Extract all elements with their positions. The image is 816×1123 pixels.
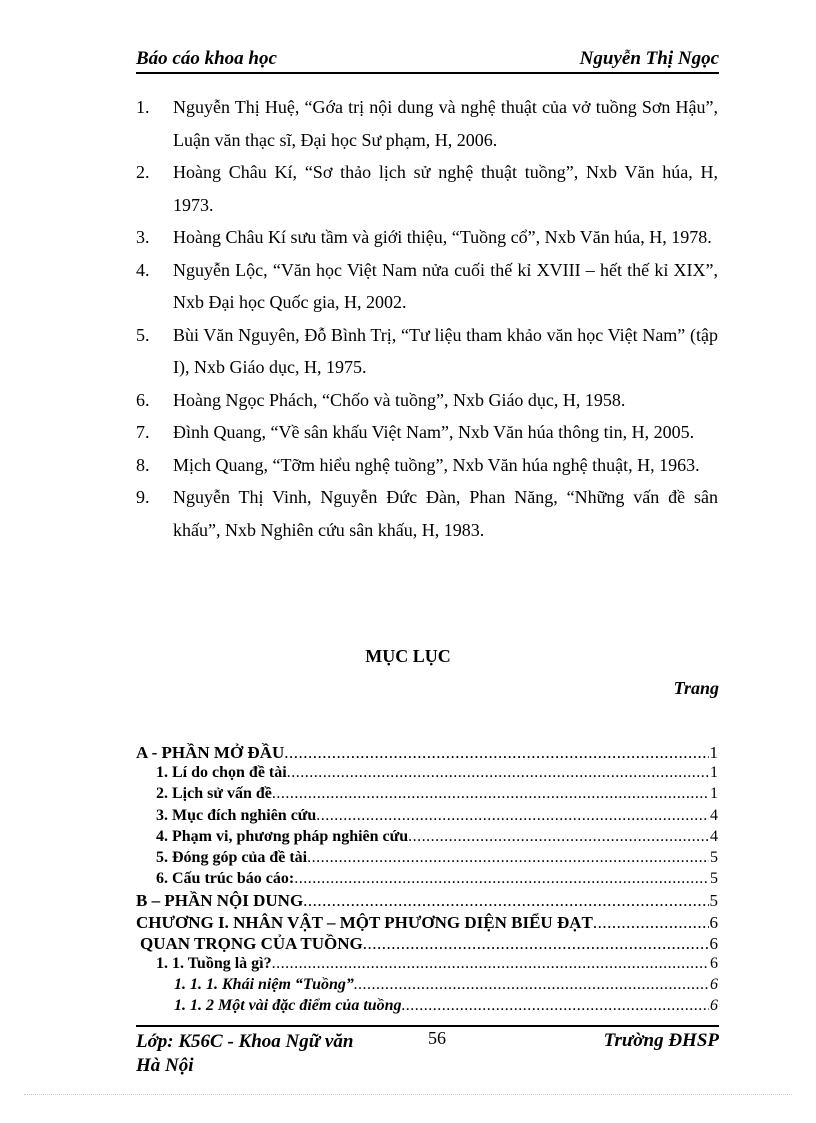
reference-number: 3. xyxy=(136,227,150,247)
toc-entry-page: 5 xyxy=(709,891,718,911)
footer-class-line: Lớp: K56C - Khoa Ngữ văn xyxy=(136,1031,354,1052)
reference-number: 9. xyxy=(136,487,150,507)
toc-leader-dots xyxy=(593,913,709,933)
toc-entry-page: 6 xyxy=(710,976,718,994)
toc-page-label: Trang xyxy=(673,678,719,698)
toc-leader-dots xyxy=(287,764,709,782)
page-header xyxy=(136,48,719,74)
reference-list xyxy=(136,91,718,546)
toc-entry[interactable] xyxy=(136,785,718,806)
toc-entry-page: 5 xyxy=(710,848,718,866)
toc-entry[interactable] xyxy=(136,997,718,1018)
reference-number: 7. xyxy=(136,422,150,442)
header-author-name: Nguyễn Thị Ngọc xyxy=(579,48,719,69)
reference-item xyxy=(136,221,718,254)
toc-entry-title: B – PHẦN NỘI DUNG xyxy=(136,891,304,911)
reference-item xyxy=(136,481,718,546)
toc-entry-title: 1. 1. 1. Khái niệm “Tuồng” xyxy=(174,976,354,994)
reference-number: 8. xyxy=(136,454,150,475)
toc-leader-dots xyxy=(354,976,709,994)
toc-entry-page: 1 xyxy=(710,764,718,782)
reference-number: 2. xyxy=(136,162,150,182)
footer-class-info xyxy=(136,1030,353,1078)
reference-number: 4. xyxy=(136,259,150,280)
reference-text: Hoàng Châu Kí sưu tầm và giới thiệu, “Tuồng cổ”, Nxb Văn húa, H, 1978. xyxy=(173,227,712,247)
reference-item xyxy=(136,91,718,156)
toc-entry-page: 6 xyxy=(710,997,718,1015)
toc-leader-dots xyxy=(272,785,709,803)
footer-school-name: Trường ĐHSP xyxy=(603,1030,719,1051)
header-report-title: Báo cáo khoa học xyxy=(136,48,277,69)
reference-number: 6. xyxy=(136,389,150,410)
reference-text: Đình Quang, “Về sân khấu Việt Nam”, Nxb Văn húa thông tin, H, 2005. xyxy=(173,422,695,442)
toc-entry[interactable] xyxy=(136,849,718,870)
table-of-contents xyxy=(136,743,718,1018)
toc-entry-page: 6 xyxy=(709,912,718,932)
toc-entry-page: 6 xyxy=(709,933,718,953)
page-bottom-divider xyxy=(24,1094,792,1095)
toc-leader-dots xyxy=(294,870,709,888)
page-number: 56 xyxy=(428,1028,446,1048)
reference-number: 1. xyxy=(136,97,150,117)
toc-leader-dots xyxy=(303,891,708,911)
toc-leader-dots xyxy=(284,743,708,763)
toc-leader-dots xyxy=(316,807,709,825)
toc-leader-dots xyxy=(408,828,709,846)
toc-entry[interactable] xyxy=(136,828,718,849)
toc-entry-title: 4. Phạm vi, phương pháp nghiên cứu xyxy=(156,827,409,845)
toc-entry-title: QUAN TRỌNG CỦA TUỒNG xyxy=(140,933,363,953)
toc-entry-title: 1. 1. 2 Một vài đặc điểm của tuồng xyxy=(174,997,402,1015)
toc-entry-title: 6. Cấu trúc báo cáo: xyxy=(156,870,295,888)
toc-entry-title: 3. Mục đích nghiên cứu xyxy=(156,806,317,824)
toc-entry-title: 1. 1. Tuồng là gì? xyxy=(156,954,272,972)
reference-item xyxy=(136,254,718,319)
toc-entry-page: 5 xyxy=(710,870,718,888)
reference-text: Hoàng Châu Kí, “Sơ thảo lịch sử nghệ thuật tuồng”, Nxb Văn húa, H, 1973. xyxy=(173,162,718,215)
toc-entry-title: A - PHẦN MỞ ĐẦU xyxy=(136,743,285,762)
toc-entry[interactable] xyxy=(136,870,718,891)
reference-number: 5. xyxy=(136,324,150,345)
reference-item xyxy=(136,416,718,449)
toc-entry-page: 4 xyxy=(710,806,718,824)
reference-item xyxy=(136,319,718,384)
reference-item xyxy=(136,449,718,482)
toc-entry[interactable] xyxy=(136,807,718,828)
reference-text: Nguyễn Thị Huệ, “Gớa trị nội dung và nghệ thuật của vở tuồng Sơn Hậu”, Luận văn thạc sĩ, Đại học Sư phạm, H, 2006. xyxy=(173,97,718,150)
toc-leader-dots xyxy=(363,934,709,954)
toc-title: MỤC LỤC xyxy=(365,646,451,666)
footer-divider xyxy=(136,1025,719,1027)
toc-entry-page: 4 xyxy=(710,827,718,845)
reference-text: Nguyễn Thị Vinh, Nguyễn Đức Đàn, Phan Năng, “Những vấn đề sân khấu”, Nxb Nghiên cứu sân khấu, H, 1983. xyxy=(173,487,718,540)
toc-entry[interactable] xyxy=(136,934,718,955)
toc-entry[interactable] xyxy=(136,955,718,976)
toc-entry[interactable] xyxy=(136,743,718,764)
toc-entry-title: CHƯƠNG I. NHÂN VẬT – MỘT PHƯƠNG DIỆN BIỂU ĐẠT xyxy=(136,912,593,932)
toc-entry[interactable] xyxy=(136,913,718,934)
reference-item xyxy=(136,384,718,417)
toc-entry-title: 2. Lịch sử vấn đề xyxy=(156,785,272,803)
reference-text: Hoàng Ngọc Phách, “Chốo và tuồng”, Nxb Giáo dục, H, 1958. xyxy=(173,389,626,410)
toc-entry-page: 6 xyxy=(710,954,718,972)
toc-leader-dots xyxy=(272,955,709,973)
toc-entry[interactable] xyxy=(136,891,718,912)
toc-leader-dots xyxy=(402,997,709,1015)
footer-city-line: Hà Nội xyxy=(136,1055,194,1076)
reference-text: Bùi Văn Nguyên, Đỗ Bình Trị, “Tư liệu tham khảo văn học Việt Nam” (tập I), Nxb Giáo dục, H, 1975. xyxy=(173,324,718,377)
toc-entry-title: 1. Lí do chọn đề tài xyxy=(156,764,287,782)
toc-entry[interactable] xyxy=(136,764,718,785)
toc-entry[interactable] xyxy=(136,976,718,997)
reference-text: Nguyễn Lộc, “Văn học Việt Nam nửa cuối thế kỉ XVIII – hết thế kỉ XIX”, Nxb Đại học Quốc gia, H, 2002. xyxy=(173,259,718,312)
toc-entry-title: 5. Đóng góp của đề tài xyxy=(156,848,308,866)
toc-entry-page: 1 xyxy=(710,785,718,803)
reference-item xyxy=(136,156,718,221)
reference-text: Mịch Quang, “Tỡm hiểu nghệ tuồng”, Nxb Văn húa nghệ thuật, H, 1963. xyxy=(173,454,700,475)
toc-entry-page: 1 xyxy=(709,743,718,762)
toc-leader-dots xyxy=(307,849,709,867)
